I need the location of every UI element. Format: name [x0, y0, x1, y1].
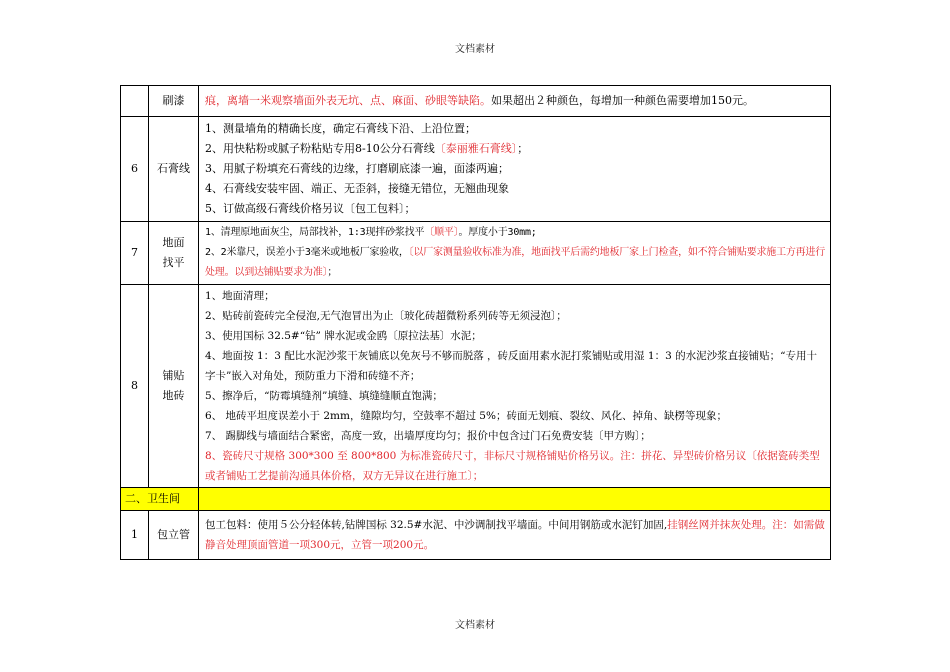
description-text: 2、2米靠尺，误差小于3毫米或地板厂家验收， — [205, 247, 409, 258]
row-number: 7 — [121, 222, 149, 285]
description-line: 1、地面清理； — [205, 290, 275, 302]
description-line: 6、 地砖平坦度误差小于 2mm，缝隙均匀，空鼓率不超过 5%；砖面无划痕、裂纹、风化、掉角、缺楞等现象； — [205, 410, 727, 422]
description-line: 1、测量墙角的精确长度，确定石膏线下沿、上沿位置； — [205, 122, 476, 135]
description-line: 2、贴砖前瓷砖完全侵泡,无气泡冒出为止〔玻化砖超微粉系列砖等无须浸泡〕； — [205, 310, 567, 322]
description-text: 如果超出２种颜色，每增加一种颜色需要增加150元。 — [491, 94, 754, 107]
item-description — [199, 117, 831, 222]
row-number: 8 — [121, 285, 149, 488]
item-name: 刷漆 — [149, 86, 199, 117]
item-name-line: 地砖 — [162, 389, 185, 402]
red-note: 〔以厂家测量验收标准为准，地面找平后需约地板厂家上门检查，如不符合铺贴要求施工方再进行处理。以到达铺贴要求为准〕 — [205, 247, 826, 278]
page-footer: 文档素材 — [455, 620, 495, 631]
red-note: 8、瓷砖尺寸规格 300*300 至 800*800 为标准瓷砖尺寸，非标尺寸规格铺贴价格另议。注：拼花、异型砖价格另议〔依据瓷砖类型或者铺贴工艺提前沟通具体价格，双方无异议在进行施工〕； — [205, 450, 820, 482]
description-text: ； — [327, 267, 338, 278]
red-note: 痕，离墙一米观察墙面外表无坑、点、麻面、砂眼等缺陷。 — [205, 94, 491, 107]
item-name: 石膏线 — [149, 117, 199, 222]
table-row-tiling — [121, 285, 831, 488]
table-row-paint — [121, 86, 831, 117]
section-title: 二、卫生间 — [121, 488, 199, 511]
table-row-plaster — [121, 117, 831, 222]
table-row-pipe — [121, 511, 831, 560]
row-number: 6 — [121, 117, 149, 222]
description-line: 4、石膏线安装牢固、端正、无歪斜，接缝无错位，无翘曲现象 — [205, 182, 509, 195]
description-line: 5、订做高级石膏线价格另议〔包工包料〕； — [205, 202, 416, 215]
item-description — [199, 222, 831, 285]
description-line: 3、用腻子粉填充石膏线的边缘，打磨刷底漆一遍，面漆两遍； — [205, 162, 509, 175]
description-text: ； — [517, 142, 529, 155]
description-line: 7、 踢脚线与墙面结合紧密，高度一致，出墙厚度均匀；报价中包含过门石免费安装〔甲方购〕； — [205, 430, 651, 442]
page-header: 文档素材 — [455, 44, 495, 55]
section-fill — [199, 488, 831, 511]
row-number — [121, 86, 149, 117]
item-name — [149, 222, 199, 285]
item-name-line: 找平 — [162, 256, 185, 269]
description-text: 。厚度小于30mm; — [458, 227, 537, 238]
table-row-leveling — [121, 222, 831, 285]
item-name-line: 地面 — [162, 236, 185, 249]
red-note: 〔顺平〕 — [424, 227, 459, 238]
description-text: 2、用快粘粉或腻子粉粘贴专用8-10公分石膏线 — [205, 142, 435, 155]
item-name: 包立管 — [149, 511, 199, 560]
description-line: 5、擦净后，“防霉填缝剂”填缝、填缝缝顺直饱满； — [205, 390, 443, 402]
description-line: 4、地面按 1：3 配比水泥沙浆干灰铺底以免灰号不够而脱落 ，砖反面用素水泥打浆铺贴或用湿 1：3 的水泥沙浆直接铺贴；“专用十字卡”嵌入对角处，预防重力下滑和砖缝不齐； — [205, 350, 817, 382]
description-line: 3、使用国标 32.5#“钻” 牌水泥或金鸥〔原拉法基〕水泥； — [205, 330, 482, 342]
item-description — [199, 285, 831, 488]
brand-note: 〔泰丽雅石膏线〕 — [434, 142, 518, 155]
quote-table — [120, 85, 831, 560]
item-description — [199, 86, 831, 117]
description-text: 包工包料：使用５公分轻体转,钻牌国标 32.5#水泥、中沙调制找平墙面。中间用钢筋或水泥钉加固, — [205, 519, 668, 531]
item-name-line: 铺贴 — [162, 369, 185, 382]
item-description — [199, 511, 831, 560]
description-text: 1、清理原地面灰尘，局部找补，1:3现拌砂浆找平 — [205, 227, 425, 238]
red-note: 挂钢丝网并抹灰处理。注：如需做静音处理顶面管道一项300元，立管一项200元。 — [205, 519, 825, 551]
row-number: 1 — [121, 511, 149, 560]
item-name — [149, 285, 199, 488]
section-row-bathroom — [121, 488, 831, 511]
